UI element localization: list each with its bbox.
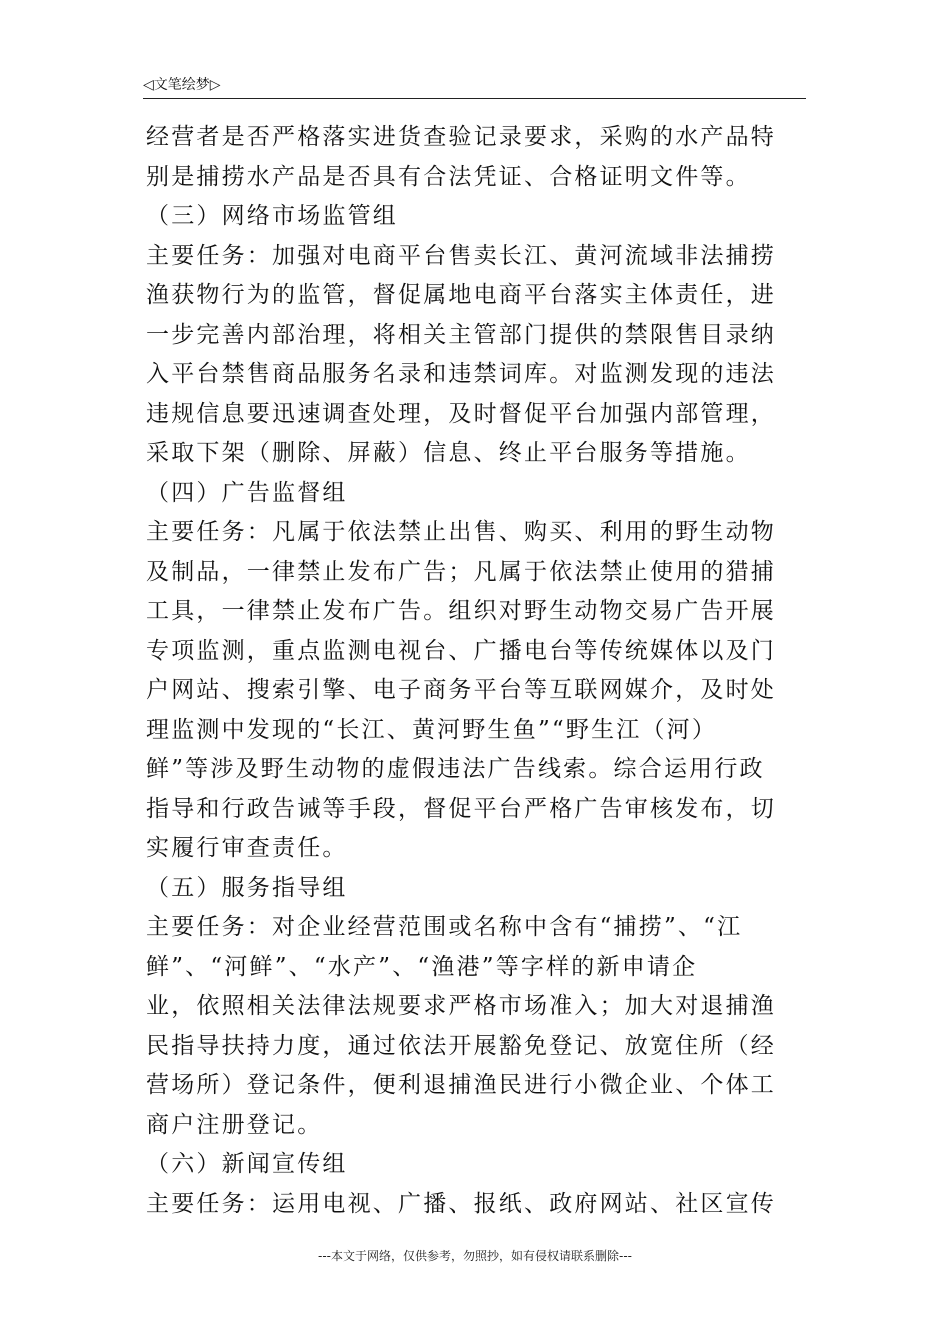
text-line: 主要任务：对企业经营范围或名称中含有“捕捞”、“江 <box>146 914 743 940</box>
section-heading: （五）服务指导组 <box>146 874 348 901</box>
text-line: 入平台禁售商品服务名录和违禁词库。对监测发现的违法 <box>146 361 776 387</box>
section-heading: （三）网络市场监管组 <box>146 203 398 229</box>
text-line: 别是捕捞水产品是否具有合法凭证、合格证明文件等。 <box>146 163 751 190</box>
section-heading: （四）广告监督组 <box>146 479 348 506</box>
text-line: 业，依照相关法律法规要求严格市场准入；加大对退捕渔 <box>146 993 776 1019</box>
text-line: 民指导扶持力度，通过依法开展豁免登记、放宽住所（经 <box>146 1032 776 1059</box>
text-line: 经营者是否严格落实进货查验记录要求，采购的水产品特 <box>146 124 776 150</box>
text-line: 理监测中发现的“长江、黄河野生鱼”“野生江（河） <box>146 716 718 743</box>
text-line: 采取下架（删除、屏蔽）信息、终止平台服务等措施。 <box>146 440 751 466</box>
text-line: 主要任务：运用电视、广播、报纸、政府网站、社区宣传 <box>146 1190 776 1217</box>
header-divider <box>143 98 806 99</box>
text-line: 一步完善内部治理，将相关主管部门提供的禁限售目录纳 <box>146 321 776 348</box>
text-line: 违规信息要迅速调查处理，及时督促平台加强内部管理， <box>146 400 776 427</box>
body-text <box>146 118 808 1224</box>
text-line: 户网站、搜索引擎、电子商务平台等互联网媒介，及时处 <box>146 677 776 703</box>
text-line: 专项监测，重点监测电视台、广播电台等传统媒体以及门 <box>146 637 776 664</box>
text-line: 鲜”、“河鲜”、“水产”、“渔港”等字样的新申请企 <box>146 953 698 980</box>
text-line: 指导和行政告诫等手段，督促平台严格广告审核发布，切 <box>146 795 776 822</box>
text-line: 主要任务：凡属于依法禁止出售、购买、利用的野生动物 <box>146 519 776 545</box>
header-brand: ◁文笔绘梦▷ <box>143 77 221 93</box>
text-line: 主要任务：加强对电商平台售卖长江、黄河流域非法捕捞 <box>146 242 776 269</box>
footer-disclaimer: ---本文于网络，仅供参考，勿照抄，如有侵权请联系删除--- <box>318 1249 632 1263</box>
section-heading: （六）新闻宣传组 <box>146 1151 348 1177</box>
text-line: 渔获物行为的监管，督促属地电商平台落实主体责任，进 <box>146 282 776 308</box>
text-line: 实履行审查责任。 <box>146 835 348 861</box>
text-line: 营场所）登记条件，便利退捕渔民进行小微企业、个体工 <box>146 1072 776 1098</box>
text-line: 鲜”等涉及野生动物的虚假违法广告线索。综合运用行政 <box>146 756 765 782</box>
text-line: 工具，一律禁止发布广告。组织对野生动物交易广告开展 <box>146 598 776 624</box>
text-line: 及制品，一律禁止发布广告；凡属于依法禁止使用的猎捕 <box>146 558 776 585</box>
text-line: 商户注册登记。 <box>146 1111 323 1138</box>
